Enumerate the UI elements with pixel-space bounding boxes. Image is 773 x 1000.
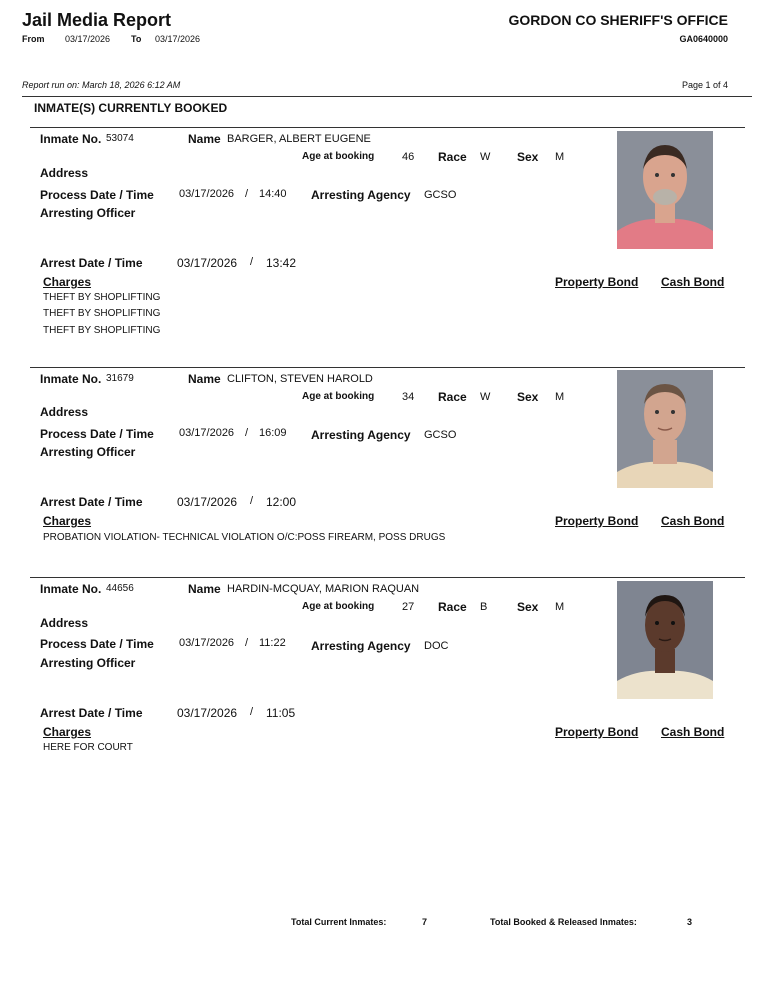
age-value: 46 (402, 151, 415, 163)
charges-label: Charges (43, 514, 92, 528)
name-value: BARGER, ALBERT EUGENE (227, 133, 371, 145)
arresting-agency-label: Arresting Agency (311, 639, 411, 653)
arrest-date-value: 03/17/2026 (177, 706, 238, 720)
name-label: Name (188, 582, 221, 596)
record-divider (30, 577, 745, 578)
property-bond-label: Property Bond (555, 275, 639, 289)
address-label: Address (40, 616, 89, 630)
arresting-agency-label: Arresting Agency (311, 428, 411, 442)
property-bond-label: Property Bond (555, 725, 639, 739)
sex-label: Sex (517, 150, 539, 164)
agency-id: GA0640000 (679, 34, 728, 44)
arrest-date-label: Arrest Date / Time (40, 256, 143, 270)
inmate-no-value: 53074 (106, 133, 134, 144)
charge-item: THEFT BY SHOPLIFTING (43, 292, 161, 303)
property-bond-label: Property Bond (555, 514, 639, 528)
race-value: B (480, 601, 488, 613)
arrest-date-value: 03/17/2026 (177, 256, 238, 270)
date-separator: / (250, 256, 254, 268)
agency-name: GORDON CO SHERIFF'S OFFICE (508, 12, 728, 28)
name-value: HARDIN-MCQUAY, MARION RAQUAN (227, 583, 420, 595)
inmate-photo (617, 581, 713, 699)
age-value: 27 (402, 601, 415, 613)
charges-label: Charges (43, 725, 92, 739)
name-label: Name (188, 372, 221, 386)
arrest-time-value: 11:05 (266, 706, 296, 720)
from-date: 03/17/2026 (65, 34, 111, 44)
total-booked-released-value: 3 (687, 917, 693, 927)
arrest-time-value: 12:00 (266, 495, 297, 509)
from-label: From (22, 34, 45, 44)
date-separator: / (250, 495, 254, 507)
record-divider (30, 127, 745, 128)
date-separator: / (250, 706, 254, 718)
arresting-agency-value: DOC (424, 640, 449, 652)
inmate-no-value: 31679 (106, 373, 134, 384)
arrest-date-label: Arrest Date / Time (40, 495, 143, 509)
total-current-value: 7 (422, 917, 428, 927)
section-title: INMATE(S) CURRENTLY BOOKED (34, 101, 228, 115)
sex-value: M (555, 151, 565, 163)
sex-label: Sex (517, 600, 539, 614)
to-label: To (131, 34, 142, 44)
header-divider (22, 96, 752, 97)
arresting-officer-label: Arresting Officer (40, 445, 136, 459)
inmate-no-value: 44656 (106, 583, 134, 594)
inmate-no-label: Inmate No. (40, 132, 102, 146)
report-run: Report run on: March 18, 2026 6:12 AM (22, 80, 181, 90)
charge-item: PROBATION VIOLATION- TECHNICAL VIOLATION O/C:POSS FIREARM, POSS DRUGS (43, 532, 446, 543)
arresting-officer-label: Arresting Officer (40, 656, 136, 670)
charge-item: THEFT BY SHOPLIFTING (43, 325, 161, 336)
age-value: 34 (402, 391, 415, 403)
cash-bond-label: Cash Bond (661, 275, 725, 289)
process-date-value: 03/17/2026 (179, 188, 235, 200)
inmate-photo (617, 370, 713, 488)
inmate-no-label: Inmate No. (40, 582, 102, 596)
inmate-photo (617, 131, 713, 249)
arrest-time-value: 13:42 (266, 256, 297, 270)
arrest-date-value: 03/17/2026 (177, 495, 238, 509)
arresting-agency-value: GCSO (424, 429, 457, 441)
sex-value: M (555, 391, 565, 403)
charge-item: HERE FOR COURT (43, 742, 133, 753)
arrest-date-label: Arrest Date / Time (40, 706, 143, 720)
sex-value: M (555, 601, 565, 613)
age-label: Age at booking (302, 151, 375, 162)
cash-bond-label: Cash Bond (661, 725, 725, 739)
address-label: Address (40, 166, 89, 180)
race-label: Race (438, 150, 467, 164)
date-separator: / (245, 427, 249, 439)
process-date-label: Process Date / Time (40, 637, 154, 651)
address-label: Address (40, 405, 89, 419)
arresting-agency-value: GCSO (424, 189, 457, 201)
record-divider (30, 367, 745, 368)
cash-bond-label: Cash Bond (661, 514, 725, 528)
age-label: Age at booking (302, 601, 375, 612)
date-separator: / (245, 188, 249, 200)
age-label: Age at booking (302, 391, 375, 402)
to-date: 03/17/2026 (155, 34, 201, 44)
process-date-label: Process Date / Time (40, 188, 154, 202)
race-label: Race (438, 390, 467, 404)
arresting-agency-label: Arresting Agency (311, 188, 411, 202)
name-value: CLIFTON, STEVEN HAROLD (227, 373, 373, 385)
charges-label: Charges (43, 275, 92, 289)
process-time-value: 16:09 (259, 427, 287, 439)
race-value: W (480, 391, 491, 403)
process-time-value: 11:22 (259, 637, 286, 649)
page-number: Page 1 of 4 (681, 80, 728, 90)
sex-label: Sex (517, 390, 539, 404)
process-date-value: 03/17/2026 (179, 637, 235, 649)
charge-item: THEFT BY SHOPLIFTING (43, 308, 161, 319)
name-label: Name (188, 132, 221, 146)
race-value: W (480, 151, 491, 163)
total-current-label: Total Current Inmates: (291, 917, 387, 927)
inmate-no-label: Inmate No. (40, 372, 102, 386)
process-date-value: 03/17/2026 (179, 427, 235, 439)
race-label: Race (438, 600, 467, 614)
report-title: Jail Media Report (22, 10, 172, 30)
date-separator: / (245, 637, 249, 649)
process-time-value: 14:40 (259, 188, 287, 200)
arresting-officer-label: Arresting Officer (40, 206, 136, 220)
process-date-label: Process Date / Time (40, 427, 154, 441)
total-booked-released-label: Total Booked & Released Inmates: (490, 917, 637, 927)
